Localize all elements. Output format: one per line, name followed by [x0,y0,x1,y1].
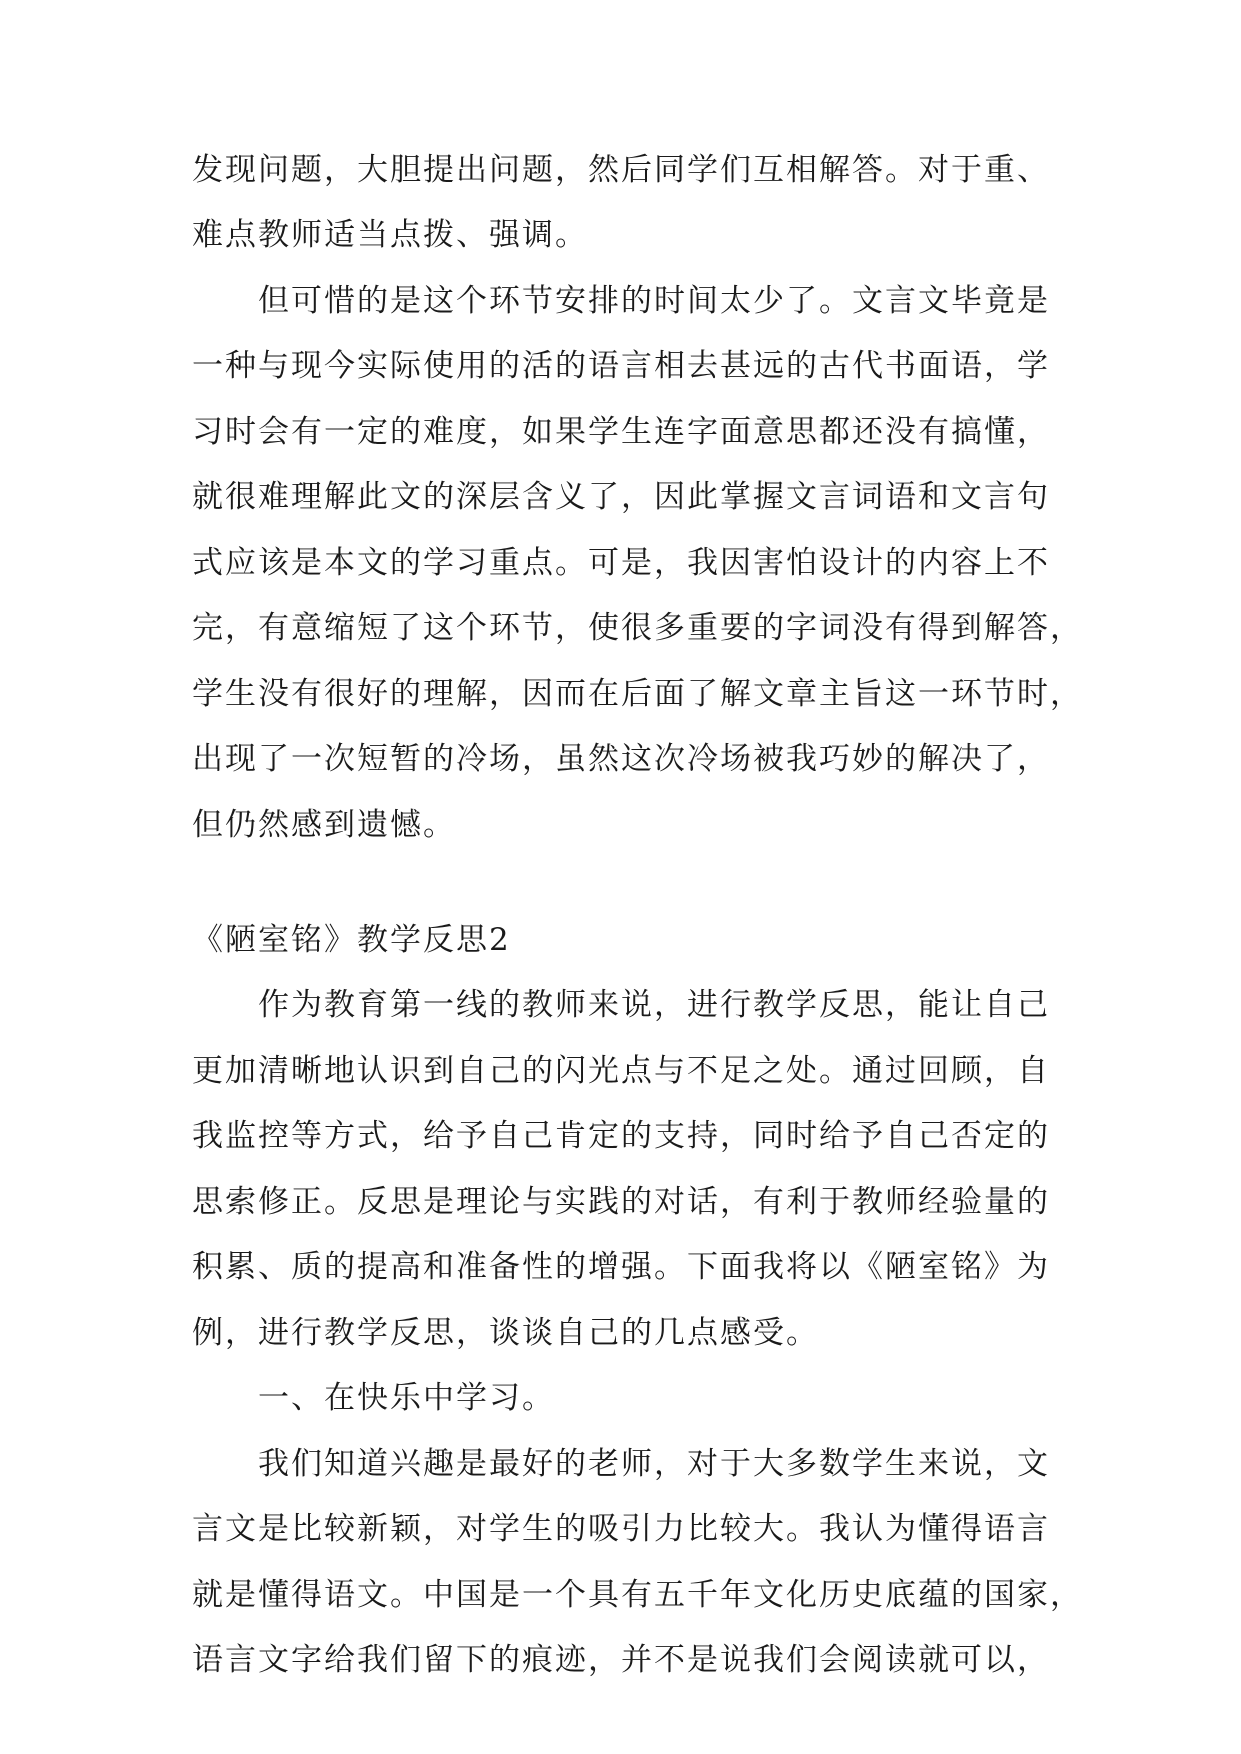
paragraph-line: 就是懂得语文。中国是一个具有五千年文化历史底蕴的国家， [192,1577,1083,1613]
paragraph-line: 习时会有一定的难度，如果学生连字面意思都还没有搞懂， [192,414,1050,450]
paragraph-line: 难点教师适当点拨、强调。 [192,217,588,253]
paragraph-line: 完，有意缩短了这个环节，使很多重要的字词没有得到解答， [192,610,1083,646]
paragraph-line: 一种与现今实际使用的活的语言相去甚远的古代书面语，学 [192,348,1050,384]
section-heading: 《陋室铭》教学反思2 [192,922,511,958]
paragraph-line: 但可惜的是这个环节安排的时间太少了。文言文毕竟是 [192,283,1050,319]
paragraph-line: 我监控等方式，给予自己肯定的支持，同时给予自己否定的 [192,1118,1050,1154]
paragraph-line: 发现问题，大胆提出问题，然后同学们互相解答。对于重、 [192,152,1050,188]
paragraph-line: 我们知道兴趣是最好的老师，对于大多数学生来说，文 [192,1446,1050,1482]
paragraph-line: 更加清晰地认识到自己的闪光点与不足之处。通过回顾，自 [192,1053,1050,1089]
paragraph-line: 思索修正。反思是理论与实践的对话，有利于教师经验量的 [192,1184,1050,1220]
paragraph-line: 式应该是本文的学习重点。可是，我因害怕设计的内容上不 [192,545,1050,581]
paragraph-line: 积累、质的提高和准备性的增强。下面我将以《陋室铭》为 [192,1249,1050,1285]
paragraph-line: 作为教育第一线的教师来说，进行教学反思，能让自己 [192,987,1050,1023]
paragraph-line: 言文是比较新颖，对学生的吸引力比较大。我认为懂得语言 [192,1511,1050,1547]
paragraph-line: 就很难理解此文的深层含义了，因此掌握文言词语和文言句 [192,479,1050,515]
paragraph-line: 一、在快乐中学习。 [192,1380,555,1416]
paragraph-line: 学生没有很好的理解，因而在后面了解文章主旨这一环节时， [192,676,1083,712]
paragraph-line: 出现了一次短暂的冷场，虽然这次冷场被我巧妙的解决了， [192,741,1050,777]
paragraph-line: 例，进行教学反思，谈谈自己的几点感受。 [192,1315,819,1351]
paragraph-line: 语言文字给我们留下的痕迹，并不是说我们会阅读就可以， [192,1642,1050,1678]
paragraph-line: 但仍然感到遗憾。 [192,807,456,843]
